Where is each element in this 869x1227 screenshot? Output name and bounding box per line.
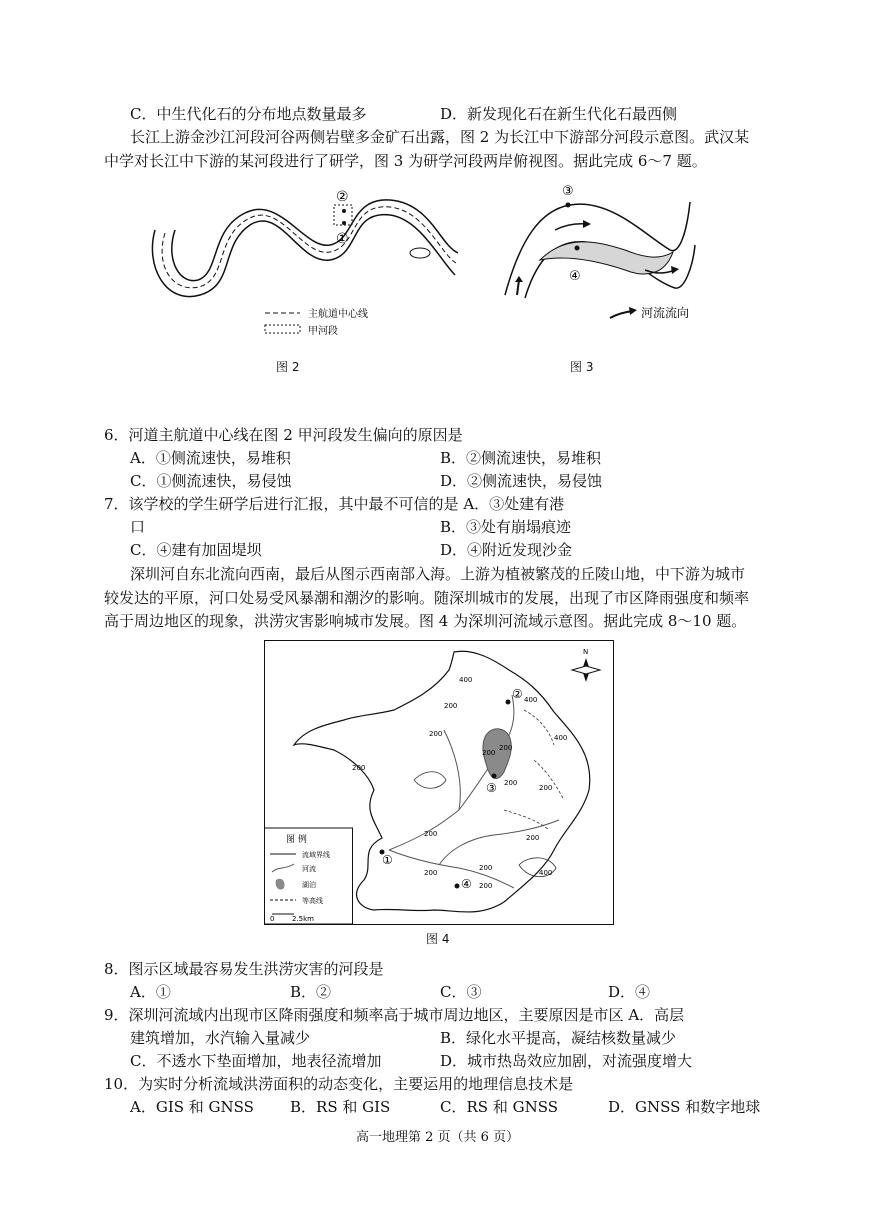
question-7: 7．该学校的学生研学后进行汇报，其中最不可信的是 A．③处建有港 [104, 495, 565, 513]
fig4-scale-zero: 0 [270, 915, 275, 923]
figure-4-shenzhen-map [264, 640, 614, 925]
fig3-mark-3: ③ [562, 184, 574, 199]
q7-option-d: D．④附近发现沙金 [440, 541, 573, 559]
fig4-contour-200-f: 200 [504, 779, 518, 787]
fig4-mark-4: ④ [461, 877, 472, 891]
fig4-contour-400-b: 400 [524, 696, 538, 704]
figure-3-caption: 图 3 [570, 360, 594, 374]
passage-1-line-1: 长江上游金沙江河段河谷两侧岩壁多金矿石出露，图 2 为长江中下游部分河段示意图。武汉某 [130, 128, 750, 146]
q9-option-c: C．不透水下垫面增加，地表径流增加 [130, 1052, 382, 1070]
figure-3-river-diagram [495, 180, 715, 330]
fig2-mark-1: ① [336, 231, 349, 247]
fig4-contour-200-d: 200 [482, 749, 496, 757]
fig4-legend-title: 图 例 [286, 835, 307, 845]
fig3-legend: 河流流向 [641, 306, 690, 320]
fig4-contour-200-i: 200 [479, 864, 493, 872]
fig4-legend-boundary: 流域界线 [302, 851, 330, 859]
q10-option-c: C．RS 和 GNSS [440, 1098, 558, 1116]
fig4-contour-400-d: 400 [539, 869, 553, 877]
passage-2-line-1: 深圳河自东北流向西南，最后从图示西南部入海。上游为植被繁茂的丘陵山地，中下游为城市 [130, 565, 746, 583]
fig4-contour-400-c: 400 [554, 734, 568, 742]
passage-1-line-2: 中学对长江中下游的某河段进行了研学，图 3 为研学河段两岸俯视图。据此完成 6～7 题。 [104, 152, 707, 170]
fig2-mark-2: ② [336, 189, 349, 205]
passage-2-line-3: 高于周边地区的现象，洪涝灾害影响城市发展。图 4 为深圳河流域示意图。据此完成 8～10 题。 [104, 612, 747, 630]
q8-option-b: B．② [290, 983, 332, 1001]
fig2-legend-line: 主航道中心线 [308, 309, 368, 320]
fig4-contour-200-h: 200 [424, 830, 438, 838]
q6-option-d: D．②侧流速快，易侵蚀 [440, 472, 603, 490]
q5-option-d: D．新发现化石在新生代化石最西侧 [440, 105, 678, 123]
fig4-contour-400-a: 400 [459, 676, 473, 684]
q9-option-d: D．城市热岛效应加剧，对流强度增大 [440, 1052, 693, 1070]
q7-option-b: B．③处有崩塌痕迹 [440, 518, 572, 536]
q9-option-b: B．绿化水平提高，凝结核数量减少 [440, 1029, 677, 1047]
fig4-contour-200-b: 200 [352, 764, 366, 772]
fig4-contour-200-l: 200 [526, 834, 540, 842]
q10-option-a: A．GIS 和 GNSS [130, 1098, 254, 1116]
fig4-scale-km: 2.5km [292, 915, 315, 923]
fig4-contour-200-a: 200 [444, 702, 458, 710]
fig4-legend-contour: 等高线 [302, 897, 323, 905]
q7-option-c: C．④建有加固堤坝 [130, 541, 262, 559]
fig3-mark-4: ④ [569, 269, 581, 284]
q6-option-b: B．②侧流速快，易堆积 [440, 449, 602, 467]
fig4-mark-3: ③ [486, 781, 497, 795]
figure-4-caption: 图 4 [426, 932, 450, 946]
q6-option-a: A．①侧流速快，易堆积 [130, 449, 291, 467]
fig4-contour-200-k: 200 [479, 882, 493, 890]
question-9: 9．深圳河流域内出现市区降雨强度和频率高于城市周边地区，主要原因是市区 A．高层 [104, 1006, 685, 1024]
fig4-contour-200-c: 200 [429, 730, 443, 738]
q8-option-a: A．① [130, 983, 171, 1001]
fig4-legend-lake: 湖泊 [302, 881, 316, 889]
q10-option-b: B．RS 和 GIS [290, 1098, 391, 1116]
q5-option-c: C．中生代化石的分布地点数量最多 [130, 105, 367, 123]
q6-option-c: C．①侧流速快，易侵蚀 [130, 472, 292, 490]
question-8: 8．图示区域最容易发生洪涝灾害的河段是 [104, 960, 384, 978]
q8-option-c: C．③ [440, 983, 482, 1001]
fig4-north-label: N [583, 648, 589, 656]
question-10: 10．为实时分析流域洪涝面积的动态变化，主要运用的地理信息技术是 [104, 1075, 574, 1093]
fig4-mark-1: ① [382, 853, 393, 867]
fig2-legend-box: 甲河段 [308, 326, 338, 337]
figure-2-river-diagram [140, 185, 460, 345]
passage-2-line-2: 较发达的平原，河口处易受风暴潮和潮汐的影响。随深圳城市的发展，出现了市区降雨强度和频率 [104, 589, 750, 607]
figure-2-caption: 图 2 [276, 360, 300, 374]
fig4-mark-2: ② [512, 687, 523, 701]
q8-option-d: D．④ [608, 983, 651, 1001]
q10-option-d: D．GNSS 和数字地球 [608, 1098, 761, 1116]
q9-option-a-cont: 建筑增加，水汽输入量减少 [130, 1029, 311, 1047]
q7-option-a-cont: 口 [130, 518, 146, 536]
fig4-contour-200-e: 200 [499, 744, 513, 752]
fig4-contour-200-j: 200 [424, 869, 438, 877]
page-footer: 高一地理第 2 页（共 6 页） [356, 1130, 520, 1145]
question-6: 6．河道主航道中心线在图 2 甲河段发生偏向的原因是 [104, 426, 463, 444]
fig4-contour-200-g: 200 [539, 784, 553, 792]
fig4-legend-river: 河流 [302, 865, 316, 873]
